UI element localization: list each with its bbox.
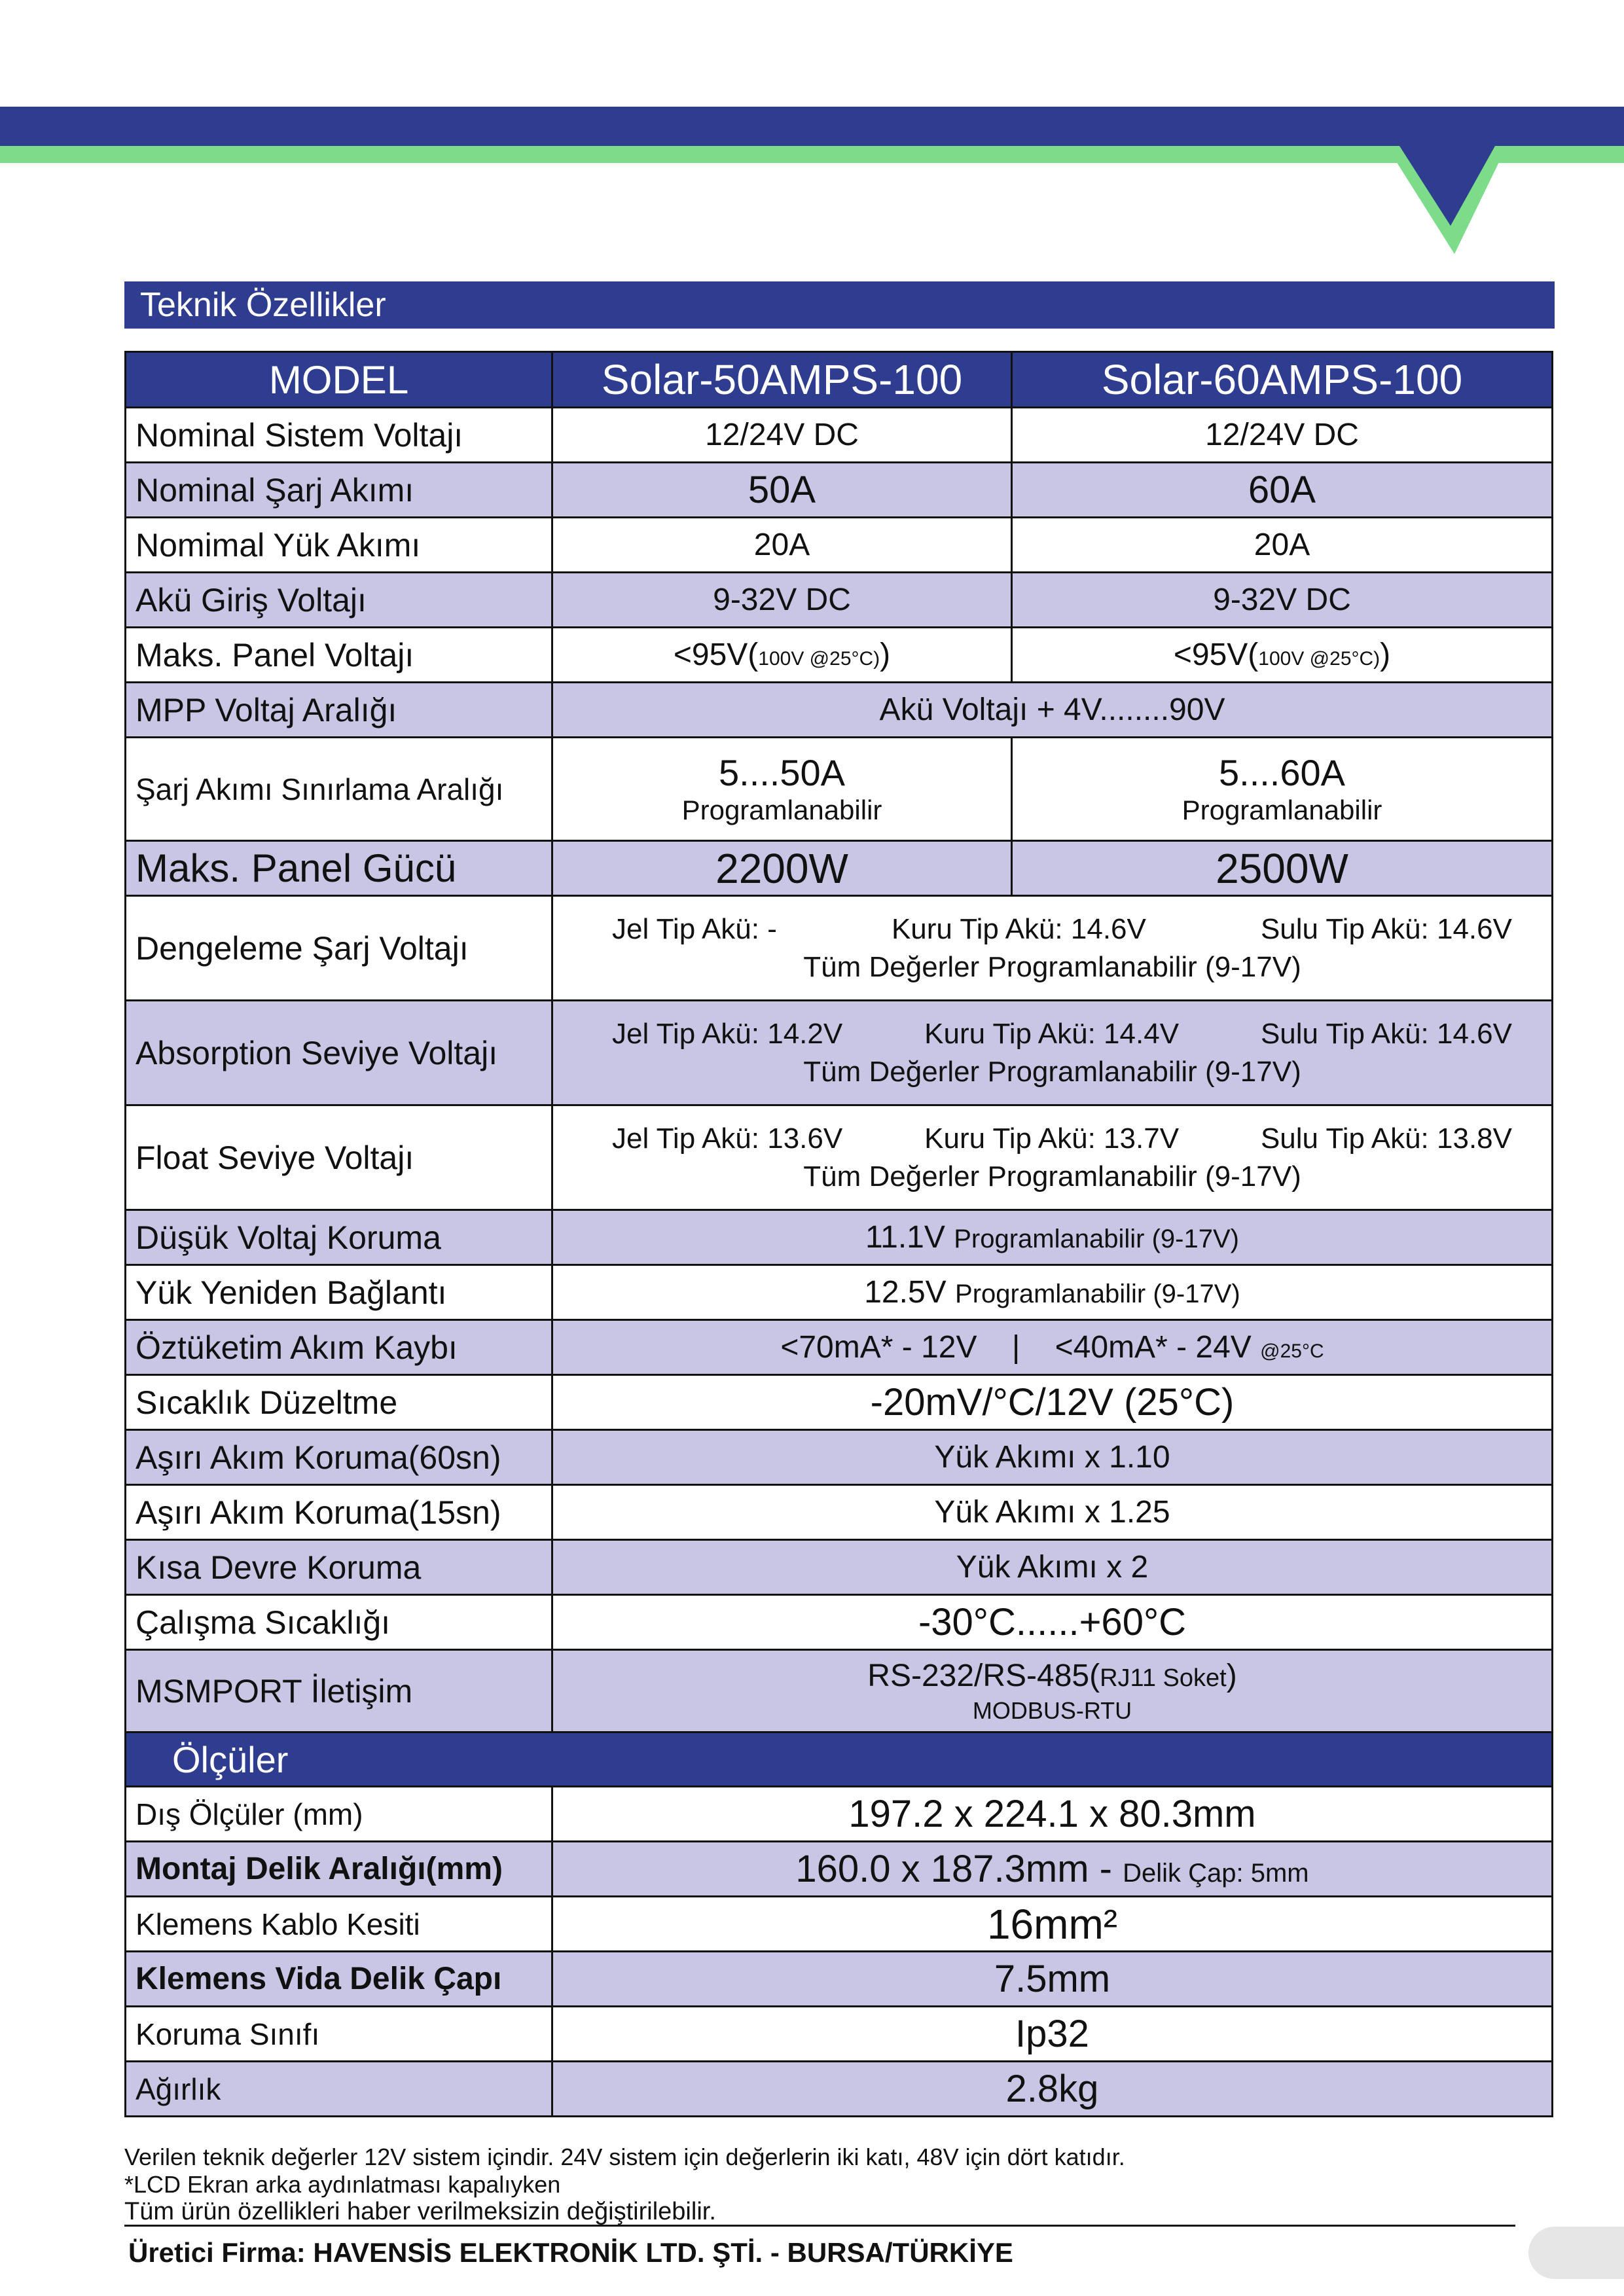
row-label: Sıcaklık Düzeltme — [126, 1375, 552, 1430]
row-value: Ip32 — [552, 2007, 1553, 2062]
row-value: 2.8kg — [552, 2062, 1553, 2117]
table-row — [126, 1265, 1553, 1320]
table-row — [126, 408, 1553, 463]
spec-table — [124, 351, 1553, 2117]
row-value: -20mV/°C/12V (25°C) — [552, 1375, 1553, 1430]
olculer-section-row — [126, 1732, 1553, 1787]
row-value: 7.5mm — [552, 1952, 1553, 2007]
section-title: Teknik Özellikler — [124, 281, 1555, 329]
olculer-title: Ölçüler — [126, 1732, 1553, 1787]
row-label: Montaj Delik Aralığı(mm) — [126, 1842, 552, 1897]
row-label: Dengeleme Şarj Voltajı — [126, 896, 552, 1001]
table-row — [126, 1897, 1553, 1952]
row-value: 16mm² — [552, 1897, 1553, 1952]
table-row — [126, 683, 1553, 738]
footnote-system: Verilen teknik değerler 12V sistem içindir. 24V sistem için değerlerin iki katı, 48V için dört katıdır. — [124, 2144, 1125, 2170]
table-row — [126, 573, 1553, 628]
row-value: 12/24V DC — [552, 408, 1012, 463]
footnote-change: Tüm ürün özellikleri haber verilmeksizin değiştirilebilir. — [124, 2198, 716, 2225]
table-row — [126, 1540, 1553, 1595]
row-label: Klemens Kablo Kesiti — [126, 1897, 552, 1952]
row-value: 2500W — [1012, 841, 1553, 896]
table-row — [126, 1105, 1553, 1210]
row-value: 9-32V DC — [552, 573, 1012, 628]
row-label: Nomimal Yük Akımı — [126, 518, 552, 573]
footer-divider — [124, 2225, 1515, 2227]
table-row — [126, 628, 1553, 683]
row-label: Klemens Vida Delik Çapı — [126, 1952, 552, 2007]
row-label: Absorption Seviye Voltajı — [126, 1001, 552, 1105]
row-value: 20A — [1012, 518, 1553, 573]
table-row — [126, 1001, 1553, 1105]
row-label: Koruma Sınıfı — [126, 2007, 552, 2062]
row-label: Öztüketim Akım Kaybı — [126, 1320, 552, 1375]
table-row — [126, 1650, 1553, 1732]
row-label: Nominal Sistem Voltajı — [126, 408, 552, 463]
row-value: Jel Tip Akü: 13.6V Kuru Tip Akü: 13.7V Sulu Tip Akü: 13.8V Tüm Değerler Programlanabilir (9-17V) — [552, 1105, 1553, 1210]
table-row — [126, 2062, 1553, 2117]
row-label: MSMPORT İletişim — [126, 1650, 552, 1732]
row-value: -30°C......+60°C — [552, 1595, 1553, 1650]
table-row — [126, 1375, 1553, 1430]
row-label: Kısa Devre Koruma — [126, 1540, 552, 1595]
row-value: 60A — [1012, 463, 1553, 518]
table-row — [126, 841, 1553, 896]
table-row — [126, 2007, 1553, 2062]
table-row — [126, 1595, 1553, 1650]
row-value: <95V(100V @25°C)) — [552, 628, 1012, 683]
row-value: 160.0 x 187.3mm - Delik Çap: 5mm — [552, 1842, 1553, 1897]
footnote-lcd: *LCD Ekran arka aydınlatması kapalıyken — [124, 2171, 561, 2198]
row-value: 2200W — [552, 841, 1012, 896]
row-label: MPP Voltaj Aralığı — [126, 683, 552, 738]
table-row — [126, 518, 1553, 573]
model-header: MODEL — [126, 352, 552, 408]
row-value: Akü Voltajı + 4V........90V — [552, 683, 1553, 738]
row-value: 11.1V Programlanabilir (9-17V) — [552, 1210, 1553, 1265]
row-value: RS-232/RS-485(RJ11 Soket) MODBUS-RTU — [552, 1650, 1553, 1732]
row-label: Yük Yeniden Bağlantı — [126, 1265, 552, 1320]
model-col1-header: Solar-50AMPS-100 — [552, 352, 1012, 408]
row-value: Yük Akımı x 1.25 — [552, 1485, 1553, 1540]
row-value: 12/24V DC — [1012, 408, 1553, 463]
row-value: 5....60A Programlanabilir — [1012, 738, 1553, 841]
row-value: <70mA* - 12V | <40mA* - 24V @25°C — [552, 1320, 1553, 1375]
row-label: Nominal Şarj Akımı — [126, 463, 552, 518]
row-value: 9-32V DC — [1012, 573, 1553, 628]
model-col2-header: Solar-60AMPS-100 — [1012, 352, 1553, 408]
row-label: Maks. Panel Voltajı — [126, 628, 552, 683]
table-row — [126, 896, 1553, 1001]
table-row — [126, 1842, 1553, 1897]
row-label: Şarj Akımı Sınırlama Aralığı — [126, 738, 552, 841]
row-value: 5....50A Programlanabilir — [552, 738, 1012, 841]
table-row — [126, 738, 1553, 841]
table-row — [126, 463, 1553, 518]
table-header-row — [126, 352, 1553, 408]
row-value: 20A — [552, 518, 1012, 573]
manufacturer-line: Üretici Firma: HAVENSİS ELEKTRONİK LTD. ŞTİ. - BURSA/TÜRKİYE — [128, 2237, 1013, 2268]
header-band — [0, 0, 1624, 262]
row-value: Yük Akımı x 2 — [552, 1540, 1553, 1595]
row-label: Akü Giriş Voltajı — [126, 573, 552, 628]
row-value: Jel Tip Akü: 14.2V Kuru Tip Akü: 14.4V Sulu Tip Akü: 14.6V Tüm Değerler Programlanabilir (9-17V) — [552, 1001, 1553, 1105]
header-green-stripe — [0, 146, 1624, 163]
row-value: 50A — [552, 463, 1012, 518]
row-value: 197.2 x 224.1 x 80.3mm — [552, 1787, 1553, 1842]
row-label: Düşük Voltaj Koruma — [126, 1210, 552, 1265]
row-label: Aşırı Akım Koruma(15sn) — [126, 1485, 552, 1540]
row-label: Maks. Panel Gücü — [126, 841, 552, 896]
row-value: Yük Akımı x 1.10 — [552, 1430, 1553, 1485]
table-row — [126, 1210, 1553, 1265]
table-row — [126, 1952, 1553, 2007]
row-label: Dış Ölçüler (mm) — [126, 1787, 552, 1842]
row-label: Ağırlık — [126, 2062, 552, 2117]
table-row — [126, 1787, 1553, 1842]
page-tab-shape — [1528, 2227, 1624, 2279]
table-row — [126, 1485, 1553, 1540]
table-row — [126, 1430, 1553, 1485]
table-row — [126, 1320, 1553, 1375]
row-value: Jel Tip Akü: - Kuru Tip Akü: 14.6V Sulu Tip Akü: 14.6V Tüm Değerler Programlanabilir (9-17V) — [552, 896, 1553, 1001]
row-label: Float Seviye Voltajı — [126, 1105, 552, 1210]
row-value: 12.5V Programlanabilir (9-17V) — [552, 1265, 1553, 1320]
row-label: Aşırı Akım Koruma(60sn) — [126, 1430, 552, 1485]
row-label: Çalışma Sıcaklığı — [126, 1595, 552, 1650]
header-navy-stripe — [0, 107, 1624, 146]
row-value: <95V(100V @25°C)) — [1012, 628, 1553, 683]
